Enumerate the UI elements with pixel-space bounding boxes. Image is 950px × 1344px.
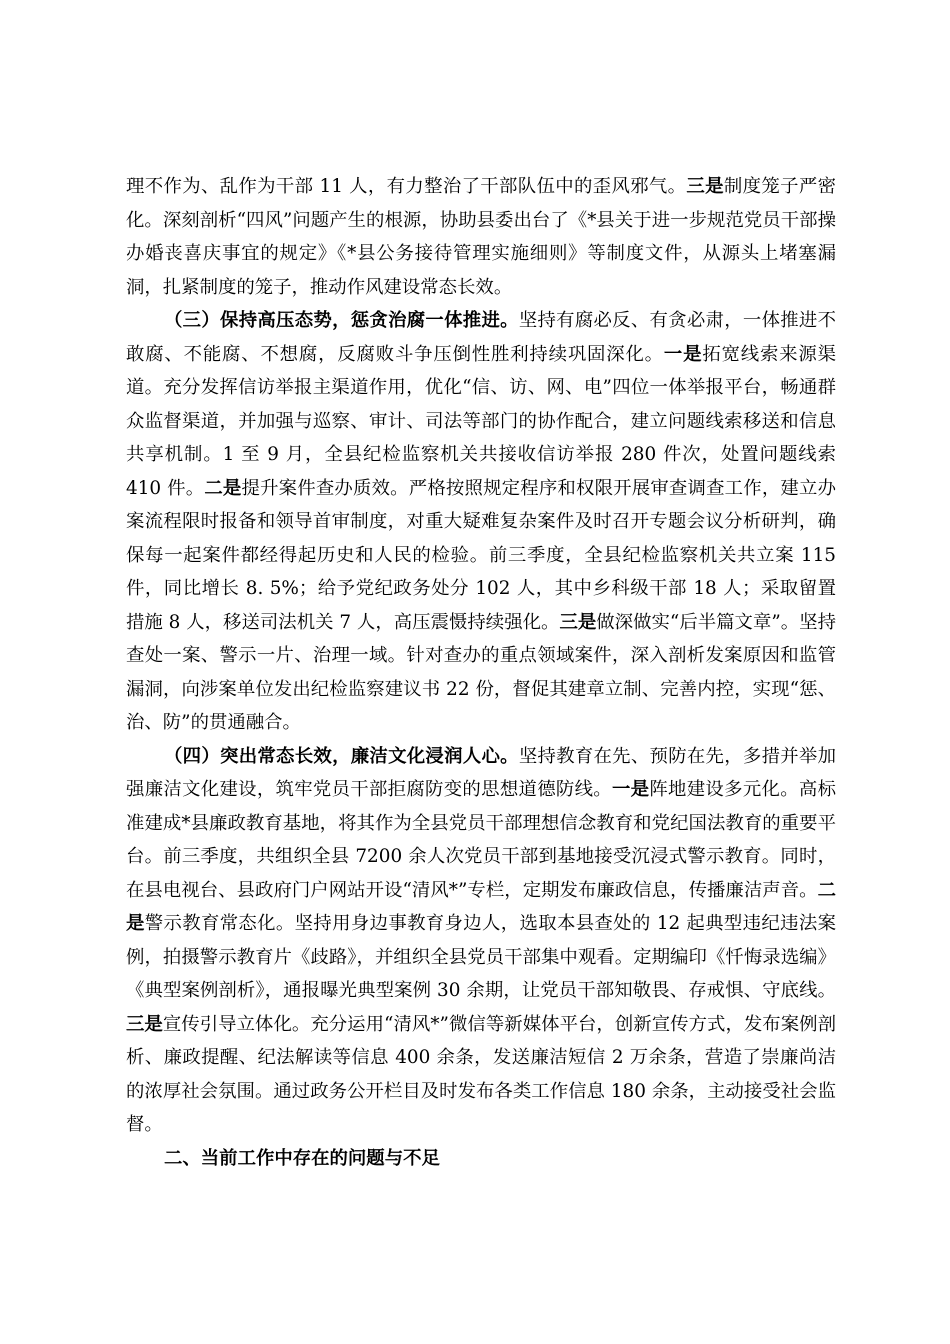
bold-marker: 三是 (559, 611, 597, 633)
paragraph-text: 做深做实“后半篇文章”。坚持查处一案、警示一片、治理一域。针对查办的重点领域案件，深入剖析发案原因和监管漏洞，向涉案单位发出纪检监察建议书 22 份，督促其建章立制、完善内控，实现“惩、治、防”的贯通融合。 (126, 611, 836, 733)
paragraph-2 (126, 304, 836, 740)
subsection-heading: （三）保持高压态势，惩贪治腐一体推进。 (164, 310, 519, 331)
bold-marker: 二是 (126, 879, 836, 934)
subsection-heading: （四）突出常态长效，廉洁文化浸润人心。 (164, 745, 519, 767)
bold-marker: 三是 (686, 176, 724, 197)
paragraph-text: 警示教育常态化。坚持用身边事教育身边人，选取本县查处的 12 起典型违纪违法案例，拍摄警示教育片《歧路》，并组织全县党员干部集中观看。定期编印《忏悔录选编》《典型案例剖析》，通报曝光典型案例 30 余期，让党员干部知敬畏、存戒惧、守底线。 (126, 913, 836, 1001)
document-body (126, 170, 836, 1175)
paragraph-1 (126, 170, 836, 304)
paragraph-text: 坚持有腐必反、有贪必肃，一体推进不敢腐、不能腐、不想腐，反腐败斗争压倒性胜利持续巩固深化。 (126, 310, 836, 365)
section-heading: 二、当前工作中存在的问题与不足 (164, 1147, 440, 1169)
paragraph-text: 宣传引导立体化。充分运用“清风*”微信等新媒体平台，创新宣传方式，发布案例剖析、廉政提醒、纪法解读等信息 400 余条，发送廉洁短信 2 万余条，营造了崇廉尚洁的浓厚社会氛围。通过政务公开栏目及时发布各类工作信息 180 余条，主动接受社会监督。 (126, 1013, 836, 1135)
bold-marker: 二是 (204, 477, 242, 499)
paragraph-text: 理不作为、乱作为干部 11 人，有力整治了干部队伍中的歪风邪气。 (126, 176, 687, 197)
paragraph-3 (126, 740, 836, 1142)
bold-marker: 三是 (126, 1013, 163, 1035)
paragraph-text: 提升案件查办质效。严格按照规定程序和权限开展审查调查工作，建立办案流程限时报备和领导首审制度，对重大疑难复杂案件及时召开专题会议分析研判，确保每一起案件都经得起历史和人民的检验。前三季度，全县纪检监察机关共立案 115 件，同比增长 8. 5%；给予党纪政务处分 102 人，其中乡科级干部 18 人；采取留置措施 8 人，移送司法机关 7 人，高压震慑持续强化。 (126, 477, 836, 633)
bold-marker: 一是 (663, 343, 703, 365)
paragraph-text: 阵地建设多元化。高标准建成*县廉政教育基地，将其作为全县党员干部理想信念教育和党纪国法教育的重要平台。前三季度，共组织全县 7200 余人次党员干部到基地接受沉浸式警示教育。同时，在县电视台、县政府门户网站开设“清风*”专栏，定期发布廉政信息，传播廉洁声音。 (126, 779, 836, 901)
paragraph-text: 制度笼子严密化。深刻剖析“四风”问题产生的根源，协助县委出台了《*县关于进一步规范党员干部操办婚丧喜庆事宜的规定》《*县公务接待管理实施细则》等制度文件，从源头上堵塞漏洞，扎紧制度的笼子，推动作风建设常态长效。 (126, 176, 836, 298)
bold-marker: 一是 (611, 779, 650, 800)
paragraph-text: 拓宽线索来源渠道。充分发挥信访举报主渠道作用，优化“信、访、网、电”四位一体举报平台，畅通群众监督渠道，并加强与巡察、审计、司法等部门的协作配合，建立问题线索移送和信息共享机制。1 至 9 月，全县纪检监察机关共接收信访举报 280 件次，处置问题线索 410 件。 (126, 343, 836, 499)
paragraph-text: 坚持教育在先、预防在先，多措并举加强廉洁文化建设，筑牢党员干部拒腐防变的思想道德防线。 (126, 745, 836, 800)
